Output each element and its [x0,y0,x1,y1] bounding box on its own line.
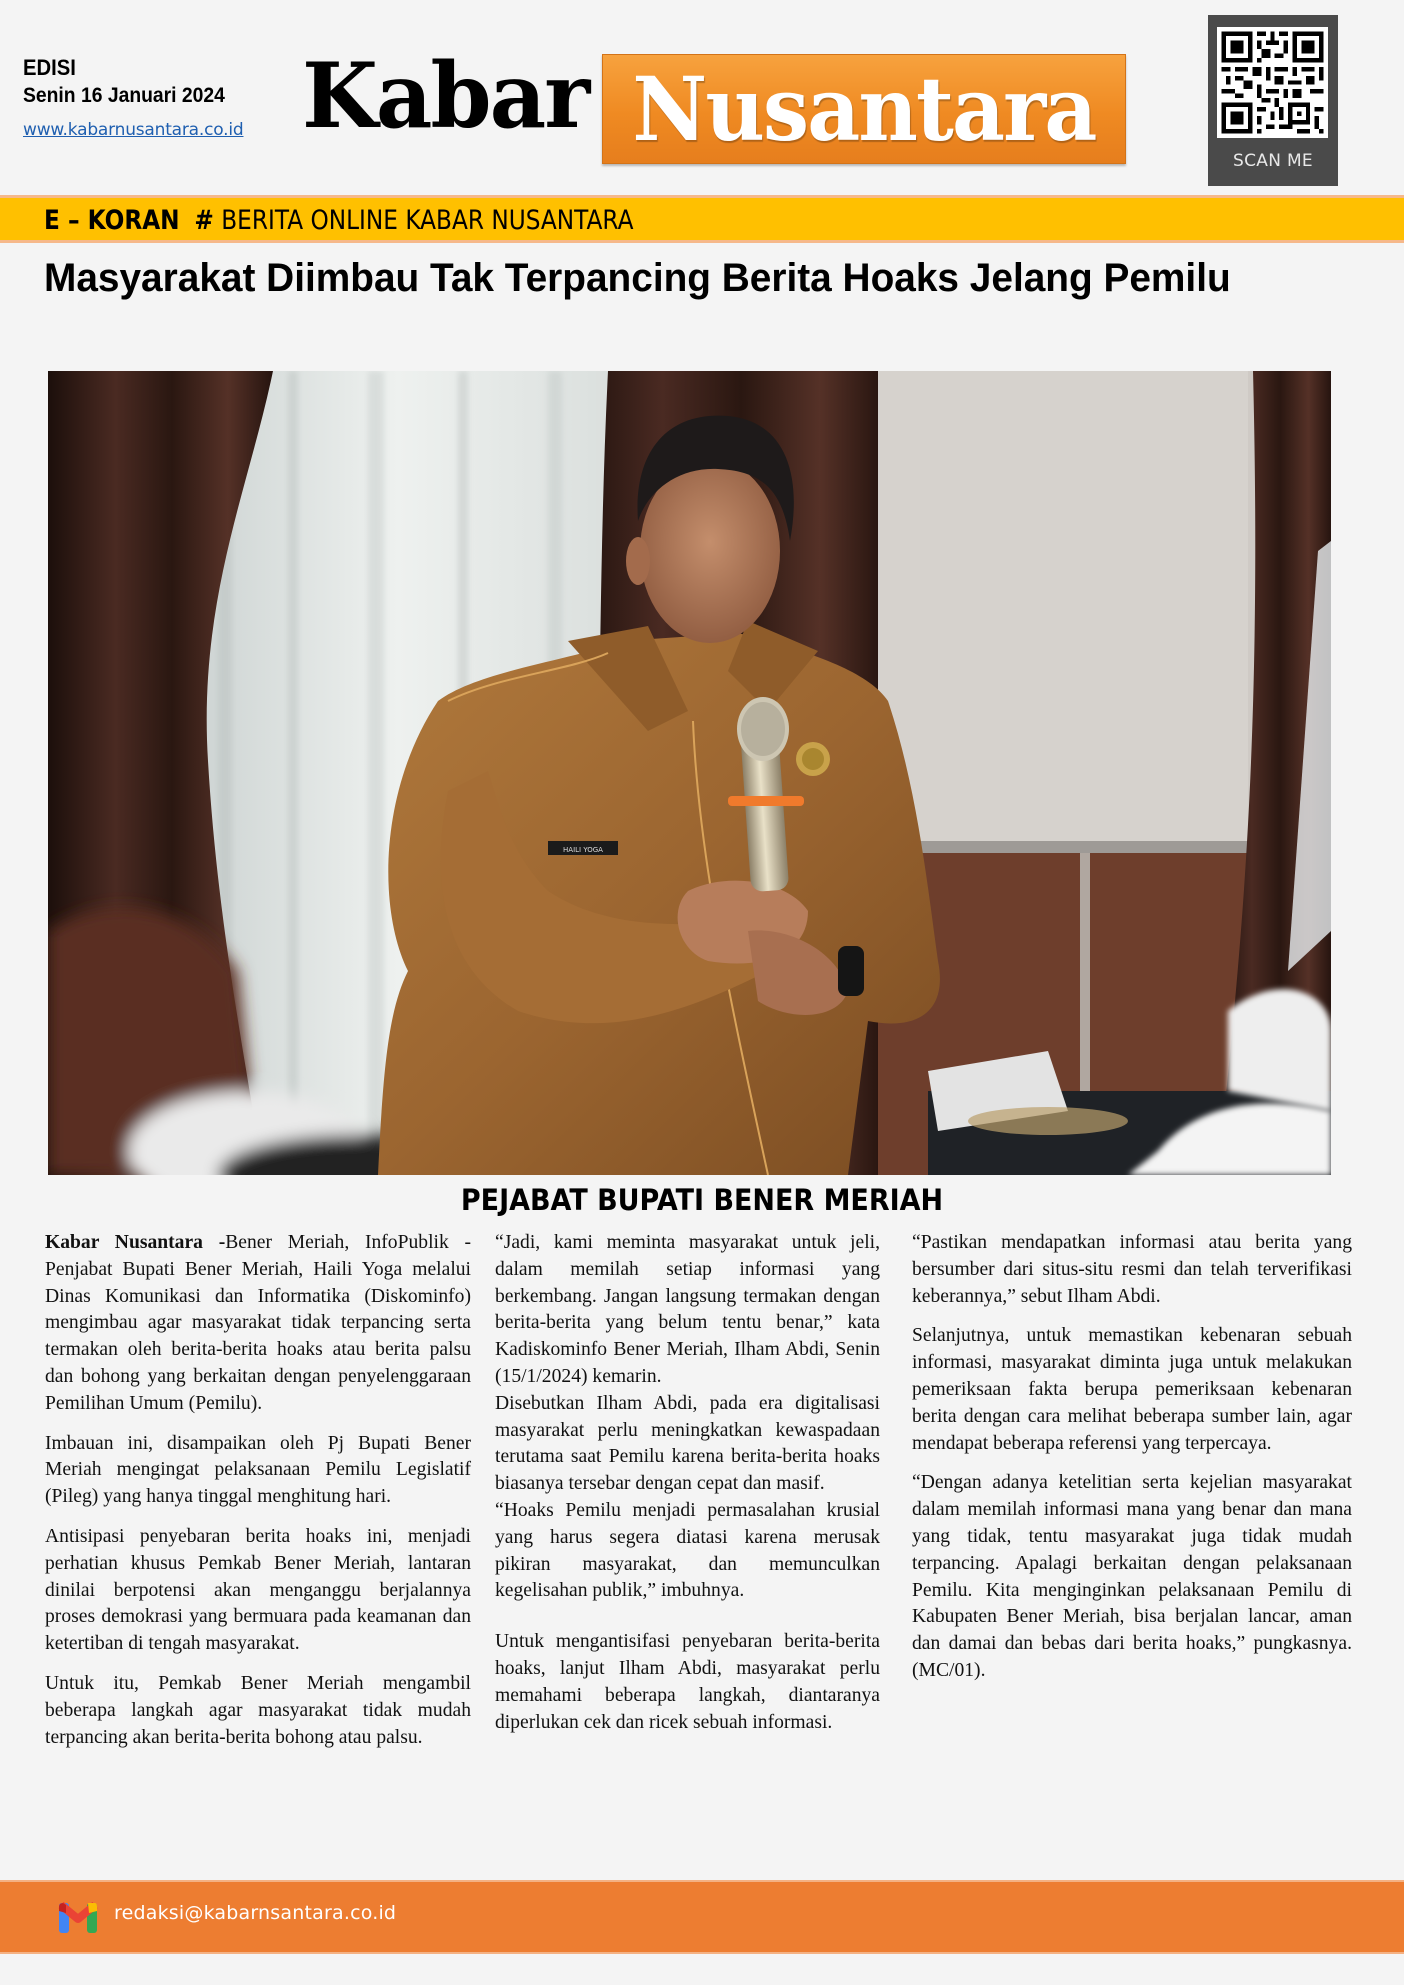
article-column-1 [45,1230,471,1764]
section-band [0,195,1404,243]
article-paragraph: “Dengan adanya ketelitian serta kejelian masyarakat dalam memilah informasi mana yang benar dan mana yang tidak, tentu masyarakat juga tidak mudah terpancing. Apalagi berkaitan dengan pelaksanaan Pemilu. Kita menginginkan pelaksanaan Pemilu di Kabupaten Bener Meriah, bisa berjalan lancar, aman dan damai dan bebas dari berita hoaks,” pungkasnya. (MC/01). [912,1472,1352,1681]
article-paragraph: “Pastikan mendapatkan informasi atau berita yang bersumber dari situs-situ resmi dan telah terverifikasi keberannya,” sebut Ilham Abdi. [912,1232,1352,1307]
article-paragraph: Disebutkan Ilham Abdi, pada era digitalisasi masyarakat perlu meningkatkan kewaspadaan terutama saat Pemilu karena berita-berita hoaks biasanya tersebar dengan cepat dan masif. [495,1392,880,1495]
article-paragraph [45,1230,471,1418]
article-paragraph: “Hoaks Pemilu menjadi permasalahan krusial yang harus segera diatasi karena merusak pikiran masyarakat, dan memunculkan kegelisahan publik,” imbuhnya. [495,1499,880,1602]
article-column-3 [912,1230,1352,1698]
footer-bar [0,1880,1404,1954]
section-tagline: BERITA ONLINE KABAR NUSANTARA [221,205,634,236]
qr-code-icon[interactable] [1217,27,1328,138]
gmail-icon [58,1899,98,1935]
qr-scan-label: SCAN ME [1233,151,1313,171]
article-photo [48,371,1331,1175]
article-paragraph: Untuk mengantisifasi penyebaran berita-berita hoaks, lanjut Ilham Abdi, masyarakat perlu memahami beberapa langkah, diantaranya diperlukan cek dan ricek sebuah informasi. [495,1631,880,1733]
qr-code-panel[interactable] [1208,15,1338,186]
article-paragraph-text: Bener Meriah, InfoPublik - Penjabat Bupati Bener Meriah, Haili Yoga melalui Dinas Komunikasi dan Informatika (Diskominfo) mengimbau agar masyarakat tidak terpancing serta termakan oleh berita-berita hoaks atau berita palsu dan bohong yang berkaitan dengan penyelenggaraan Pemilihan Umum (Pemilu). [45,1232,472,1414]
article-headline: Masyarakat Diimbau Tak Terpancing Berita Hoaks Jelang Pemilu [44,256,1231,300]
article-paragraph: Imbauan ini, disampaikan oleh Pj Bupati Bener Meriah mengingat pelaksanaan Pemilu Legislatif (Pileg) yang hanya tinggal menghitung hari. [45,1432,471,1508]
website-link[interactable]: www.kabarnusantara.co.id [23,120,244,140]
edition-label: EDISI [23,55,76,80]
article-paragraph: Antisipasi penyebaran berita hoaks ini, menjadi perhatian khusus Pemkab Bener Meriah, lantaran dinilai berpotensi akan menganggu berjalannya proses demokrasi yang bermuara pada keamanan dan ketertiban di tengah masyarakat. [45,1525,471,1655]
article-paragraph: Untuk itu, Pemkab Bener Meriah mengambil beberapa langkah agar masyarakat tidak mudah terpancing akan berita-berita bohong atau palsu. [45,1672,471,1748]
photo-caption: PEJABAT BUPATI BENER MERIAH [460,1183,944,1217]
edition-date: Senin 16 Januari 2024 [23,84,225,107]
article-lead: Kabar Nusantara - [45,1232,226,1253]
article-paragraph: “Jadi, kami meminta masyarakat untuk jeli, dalam memilah setiap informasi yang berkembang. Jangan langsung termakan dengan berita-berita yang belum tentu benar,” kata Kadiskominfo Bener Meriah, Ilham Abdi, Senin (15/1/2024) kemarin. [495,1232,880,1387]
hash-symbol: # [194,205,214,236]
masthead-nusantara-box [602,54,1126,164]
article-paragraph: Selanjutnya, untuk memastikan kebenaran sebuah informasi, masyarakat diminta juga untuk melakukan pemeriksaan fakta berupa pemeriksaan kebenaran berita dengan cara melihat beberapa sumber lain, agar mendapat beberapa referensi yang terpercaya. [912,1325,1352,1454]
section-name: E – KORAN [44,205,180,236]
article-column-2 [495,1230,880,1749]
footer-email-link[interactable]: redaksi@kabarnsantara.co.id [114,1902,397,1924]
name-tag: HAILI YOGA [563,846,603,854]
masthead-nusantara: Nusantara [632,57,1096,161]
section-band-text [44,205,633,237]
masthead-kabar: Kabar [302,43,589,149]
